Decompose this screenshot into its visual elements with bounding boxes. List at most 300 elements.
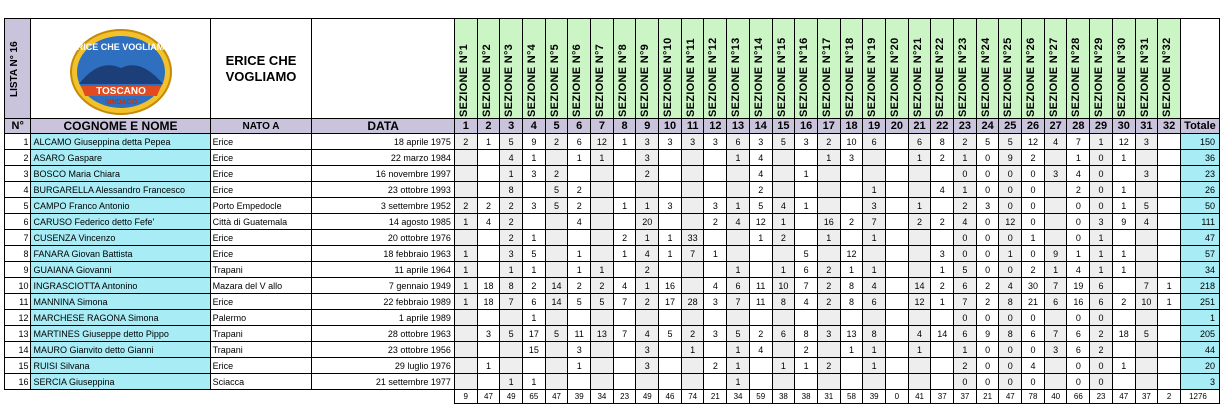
section-number-29: 29	[1090, 119, 1113, 134]
vote-cell: 18	[477, 278, 500, 294]
vote-cell	[591, 358, 614, 374]
candidate-number: 14	[5, 342, 31, 358]
vote-cell: 4	[636, 326, 659, 342]
section-header-label: SEZIONE N°20	[888, 36, 901, 117]
vote-cell: 7	[1044, 278, 1067, 294]
vote-cell: 1	[727, 374, 750, 390]
section-number-16: 16	[795, 119, 818, 134]
vote-cell: 2	[613, 230, 636, 246]
section-total-cell: 49	[500, 390, 523, 404]
vote-cell: 4	[1135, 214, 1158, 230]
vote-cell: 3	[931, 246, 954, 262]
vote-cell: 28	[681, 294, 704, 310]
candidate-birthdate: 16 novembre 1997	[312, 166, 455, 182]
vote-cell	[1112, 310, 1135, 326]
vote-cell	[1135, 374, 1158, 390]
section-total-cell: 47	[477, 390, 500, 404]
section-header-label: SEZIONE N°21	[911, 36, 924, 117]
vote-cell	[908, 182, 931, 198]
vote-cell: 7	[1044, 326, 1067, 342]
vote-cell: 11	[568, 326, 591, 342]
vote-cell	[704, 230, 727, 246]
candidate-birthplace: Porto Empedocle	[210, 198, 312, 214]
vote-cell: 12	[999, 214, 1022, 230]
vote-cell: 16	[659, 278, 682, 294]
section-header-27	[1044, 19, 1067, 119]
vote-cell	[727, 246, 750, 262]
vote-cell: 9	[999, 150, 1022, 166]
vote-cell: 3	[1090, 214, 1113, 230]
vote-cell	[1158, 374, 1181, 390]
vote-cell: 15	[522, 342, 545, 358]
vote-cell: 6	[1067, 326, 1090, 342]
vote-cell	[1112, 374, 1135, 390]
vote-cell: 0	[976, 166, 999, 182]
candidate-total: 57	[1180, 246, 1219, 262]
vote-cell: 0	[1022, 374, 1045, 390]
section-number-12: 12	[704, 119, 727, 134]
vote-cell: 4	[1067, 262, 1090, 278]
vote-cell: 9	[976, 326, 999, 342]
vote-cell: 5	[954, 262, 977, 278]
vote-cell	[840, 358, 863, 374]
section-total-cell: 34	[591, 390, 614, 404]
section-number-27: 27	[1044, 119, 1067, 134]
section-header-label: SEZIONE N°22	[934, 36, 947, 117]
vote-cell	[772, 150, 795, 166]
vote-cell: 6	[795, 262, 818, 278]
vote-cell	[885, 342, 908, 358]
vote-cell: 6	[727, 278, 750, 294]
vote-cell: 2	[1090, 326, 1113, 342]
vote-cell: 0	[976, 358, 999, 374]
vote-cell: 1	[863, 358, 886, 374]
vote-cell	[1158, 214, 1181, 230]
vote-cell	[931, 166, 954, 182]
candidate-birthplace: Erice	[210, 182, 312, 198]
vote-cell	[613, 358, 636, 374]
candidate-birthdate: 23 ottobre 1993	[312, 182, 455, 198]
vote-cell	[613, 262, 636, 278]
candidate-number: 3	[5, 166, 31, 182]
vote-cell: 4	[908, 326, 931, 342]
section-total-cell: 74	[681, 390, 704, 404]
vote-cell: 7	[795, 278, 818, 294]
candidate-name: FANARA Giovan Battista	[31, 246, 210, 262]
vote-cell: 0	[1067, 230, 1090, 246]
vote-cell	[454, 230, 477, 246]
section-total-cell: 39	[568, 390, 591, 404]
vote-cell	[704, 342, 727, 358]
vote-cell: 1	[772, 262, 795, 278]
vote-cell: 1	[863, 182, 886, 198]
vote-cell: 12	[840, 246, 863, 262]
section-header-label: SEZIONE N°30	[1115, 36, 1128, 117]
vote-cell: 7	[727, 294, 750, 310]
vote-cell: 4	[749, 342, 772, 358]
vote-cell	[477, 150, 500, 166]
vote-cell: 6	[568, 134, 591, 150]
vote-cell: 1	[1112, 262, 1135, 278]
vote-cell	[613, 374, 636, 390]
party-logo	[69, 28, 173, 116]
vote-cell: 3	[976, 198, 999, 214]
vote-cell	[1158, 326, 1181, 342]
candidate-total: 50	[1180, 198, 1219, 214]
candidate-name: MARTINES Giuseppe detto Pippo	[31, 326, 210, 342]
vote-cell	[613, 166, 636, 182]
vote-cell: 4	[931, 182, 954, 198]
vote-cell: 1	[591, 150, 614, 166]
section-header-29	[1090, 19, 1113, 119]
vote-cell: 0	[1090, 182, 1113, 198]
section-header-6	[568, 19, 591, 119]
vote-cell	[704, 374, 727, 390]
vote-cell: 0	[976, 374, 999, 390]
vote-cell: 1	[908, 342, 931, 358]
vote-cell	[885, 198, 908, 214]
vote-cell: 0	[954, 230, 977, 246]
vote-cell: 2	[931, 150, 954, 166]
vote-cell: 2	[568, 182, 591, 198]
vote-cell	[1135, 358, 1158, 374]
section-header-label: SEZIONE N°27	[1047, 36, 1060, 117]
vote-cell: 1	[727, 342, 750, 358]
vote-cell: 8	[999, 326, 1022, 342]
table-row	[5, 166, 1220, 182]
vote-cell	[477, 182, 500, 198]
vote-cell: 1	[454, 294, 477, 310]
candidate-birthplace: Erice	[210, 166, 312, 182]
spacer-cell	[5, 390, 31, 404]
vote-cell: 0	[1090, 166, 1113, 182]
vote-cell	[522, 358, 545, 374]
candidate-total: 111	[1180, 214, 1219, 230]
section-header-14	[749, 19, 772, 119]
vote-cell: 1	[568, 358, 591, 374]
section-number-23: 23	[954, 119, 977, 134]
vote-cell: 3	[1135, 166, 1158, 182]
candidate-total: 47	[1180, 230, 1219, 246]
section-header-label: SEZIONE N°29	[1093, 36, 1106, 117]
vote-cell	[522, 214, 545, 230]
vote-cell: 7	[613, 294, 636, 310]
section-number-8: 8	[613, 119, 636, 134]
vote-cell: 1	[817, 230, 840, 246]
vote-cell	[885, 262, 908, 278]
vote-cell	[568, 230, 591, 246]
vote-cell	[545, 358, 568, 374]
vote-cell: 3	[636, 342, 659, 358]
section-total-cell: 58	[840, 390, 863, 404]
vote-cell: 2	[545, 166, 568, 182]
vote-cell: 1	[477, 134, 500, 150]
section-header-8	[613, 19, 636, 119]
vote-cell	[795, 230, 818, 246]
vote-cell: 1	[522, 310, 545, 326]
vote-cell	[681, 278, 704, 294]
vote-cell: 1	[999, 246, 1022, 262]
vote-cell: 0	[1067, 358, 1090, 374]
vote-cell	[908, 358, 931, 374]
vote-cell	[454, 358, 477, 374]
vote-cell	[636, 310, 659, 326]
section-total-cell: 66	[1067, 390, 1090, 404]
vote-cell: 2	[500, 230, 523, 246]
vote-cell: 3	[1135, 134, 1158, 150]
vote-cell: 1	[931, 262, 954, 278]
vote-cell: 1	[522, 230, 545, 246]
section-header-label: SEZIONE N°5	[548, 43, 561, 117]
vote-cell: 17	[659, 294, 682, 310]
section-header-15	[772, 19, 795, 119]
party-name: ERICE CHE VOGLIAMO	[225, 52, 297, 84]
vote-cell: 3	[840, 150, 863, 166]
vote-cell	[681, 166, 704, 182]
grand-total: 1276	[1180, 390, 1219, 404]
vote-cell	[840, 166, 863, 182]
section-header-9	[636, 19, 659, 119]
vote-cell: 0	[954, 310, 977, 326]
header-date: DATA	[312, 119, 455, 134]
candidate-name: INGRASCIOTTA Antonino	[31, 278, 210, 294]
vote-cell	[681, 150, 704, 166]
vote-cell: 12	[591, 134, 614, 150]
vote-cell: 5	[500, 326, 523, 342]
vote-cell: 0	[976, 214, 999, 230]
vote-cell	[636, 374, 659, 390]
vote-cell: 1	[1158, 278, 1181, 294]
section-header-label: SEZIONE N°4	[525, 43, 538, 117]
section-total-cell: 47	[1112, 390, 1135, 404]
vote-cell: 5	[591, 294, 614, 310]
candidate-birthplace: Erice	[210, 294, 312, 310]
section-header-20	[885, 19, 908, 119]
vote-cell	[908, 310, 931, 326]
vote-cell: 1	[454, 214, 477, 230]
vote-cell	[908, 374, 931, 390]
vote-cell: 0	[1090, 198, 1113, 214]
section-total-cell: 23	[1090, 390, 1113, 404]
section-header-12	[704, 19, 727, 119]
vote-cell: 4	[749, 166, 772, 182]
vote-cell: 2	[1112, 294, 1135, 310]
section-number-7: 7	[591, 119, 614, 134]
vote-cell: 6	[772, 326, 795, 342]
vote-cell: 3	[704, 326, 727, 342]
section-total-cell: 38	[772, 390, 795, 404]
section-header-1	[454, 19, 477, 119]
vote-cell	[727, 166, 750, 182]
vote-cell: 6	[954, 278, 977, 294]
logo-top-text: ERICE CHE VOGLIAMO	[70, 41, 171, 52]
section-number-18: 18	[840, 119, 863, 134]
vote-cell	[613, 214, 636, 230]
vote-cell: 1	[568, 262, 591, 278]
vote-cell: 1	[863, 230, 886, 246]
candidate-birthdate: 11 aprile 1964	[312, 262, 455, 278]
candidate-birthplace: Trapani	[210, 326, 312, 342]
vote-cell	[477, 166, 500, 182]
vote-cell: 0	[999, 198, 1022, 214]
vote-cell: 1	[1112, 246, 1135, 262]
section-header-7	[591, 19, 614, 119]
table-row	[5, 358, 1220, 374]
section-header-3	[500, 19, 523, 119]
vote-cell: 5	[545, 182, 568, 198]
candidate-birthplace: Mazara del V allo	[210, 278, 312, 294]
vote-cell: 1	[681, 342, 704, 358]
logo-cell	[31, 19, 210, 119]
vote-cell: 5	[659, 326, 682, 342]
vote-cell: 1	[500, 262, 523, 278]
vote-cell: 1	[795, 198, 818, 214]
vote-cell: 5	[795, 246, 818, 262]
vote-cell: 1	[636, 198, 659, 214]
section-number-13: 13	[727, 119, 750, 134]
vote-cell: 4	[863, 278, 886, 294]
section-total-cell: 21	[704, 390, 727, 404]
vote-cell	[454, 374, 477, 390]
candidate-birthplace: Erice	[210, 134, 312, 150]
vote-cell: 3	[681, 134, 704, 150]
vote-cell: 2	[817, 262, 840, 278]
vote-cell: 14	[545, 278, 568, 294]
vote-cell: 6	[727, 134, 750, 150]
vote-cell: 2	[976, 278, 999, 294]
vote-cell	[772, 182, 795, 198]
section-number-25: 25	[999, 119, 1022, 134]
vote-cell: 2	[1090, 342, 1113, 358]
candidate-total: 251	[1180, 294, 1219, 310]
vote-cell	[885, 134, 908, 150]
vote-cell: 1	[500, 374, 523, 390]
vote-cell	[545, 262, 568, 278]
vote-cell: 2	[908, 214, 931, 230]
vote-cell	[613, 342, 636, 358]
vote-cell: 5	[1135, 198, 1158, 214]
section-total-cell: 31	[817, 390, 840, 404]
section-header-30	[1112, 19, 1135, 119]
vote-cell: 2	[454, 198, 477, 214]
vote-cell: 0	[976, 342, 999, 358]
vote-cell	[545, 310, 568, 326]
vote-cell: 0	[976, 230, 999, 246]
candidate-total: 34	[1180, 262, 1219, 278]
vote-cell: 2	[954, 198, 977, 214]
vote-cell: 3	[659, 198, 682, 214]
vote-cell	[885, 278, 908, 294]
vote-cell: 1	[522, 150, 545, 166]
candidate-total: 1	[1180, 310, 1219, 326]
vote-cell: 2	[568, 278, 591, 294]
vote-cell: 2	[704, 358, 727, 374]
vote-cell: 0	[999, 342, 1022, 358]
vote-cell	[772, 342, 795, 358]
vote-cell: 6	[954, 326, 977, 342]
vote-cell	[795, 150, 818, 166]
vote-cell: 6	[1090, 278, 1113, 294]
vote-cell: 0	[999, 166, 1022, 182]
table-row	[5, 214, 1220, 230]
vote-cell	[659, 358, 682, 374]
section-total-cell: 40	[1044, 390, 1067, 404]
table-row	[5, 182, 1220, 198]
section-header-label: SEZIONE N°17	[820, 36, 833, 117]
section-number-9: 9	[636, 119, 659, 134]
vote-cell: 2	[681, 326, 704, 342]
vote-cell	[885, 214, 908, 230]
vote-cell	[454, 326, 477, 342]
vote-cell: 3	[1044, 342, 1067, 358]
candidate-name: BURGARELLA Alessandro Francesco	[31, 182, 210, 198]
table-row	[5, 198, 1220, 214]
vote-cell	[477, 246, 500, 262]
vote-cell	[863, 374, 886, 390]
vote-cell: 1	[636, 230, 659, 246]
vote-cell	[1158, 166, 1181, 182]
section-header-label: SEZIONE N°24	[979, 36, 992, 117]
candidate-birthplace: Erice	[210, 150, 312, 166]
vote-cell: 2	[976, 294, 999, 310]
vote-cell: 2	[749, 182, 772, 198]
vote-cell	[749, 246, 772, 262]
section-total-cell: 23	[613, 390, 636, 404]
vote-cell: 10	[772, 278, 795, 294]
vote-cell: 8	[500, 182, 523, 198]
vote-cell: 13	[591, 326, 614, 342]
vote-cell	[772, 246, 795, 262]
vote-cell	[704, 262, 727, 278]
candidate-number: 10	[5, 278, 31, 294]
vote-cell: 10	[1135, 294, 1158, 310]
vote-cell	[1158, 150, 1181, 166]
section-header-label: SEZIONE N°12	[707, 36, 720, 117]
candidate-name: SERCIA Giuseppina	[31, 374, 210, 390]
vote-cell: 1	[568, 150, 591, 166]
vote-cell: 1	[954, 182, 977, 198]
section-header-23	[954, 19, 977, 119]
vote-cell	[1044, 150, 1067, 166]
vote-cell: 5	[727, 326, 750, 342]
vote-cell	[1158, 198, 1181, 214]
vote-cell: 2	[1067, 182, 1090, 198]
vote-cell	[908, 262, 931, 278]
vote-cell	[591, 230, 614, 246]
vote-cell	[454, 166, 477, 182]
vote-cell	[817, 342, 840, 358]
vote-cell	[500, 342, 523, 358]
vote-cell	[681, 182, 704, 198]
vote-cell: 5	[522, 246, 545, 262]
vote-cell: 5	[749, 198, 772, 214]
vote-cell: 3	[704, 198, 727, 214]
vote-cell	[454, 182, 477, 198]
section-total-cell: 9	[454, 390, 477, 404]
candidate-name: BOSCO Maria Chiara	[31, 166, 210, 182]
vote-cell	[840, 310, 863, 326]
candidate-number: 1	[5, 134, 31, 150]
vote-cell	[522, 182, 545, 198]
vote-cell: 0	[999, 262, 1022, 278]
vote-cell	[749, 358, 772, 374]
vote-cell	[817, 182, 840, 198]
vote-cell: 4	[1067, 166, 1090, 182]
vote-cell: 0	[1022, 342, 1045, 358]
vote-cell	[885, 166, 908, 182]
vote-cell	[591, 198, 614, 214]
section-number-15: 15	[772, 119, 795, 134]
